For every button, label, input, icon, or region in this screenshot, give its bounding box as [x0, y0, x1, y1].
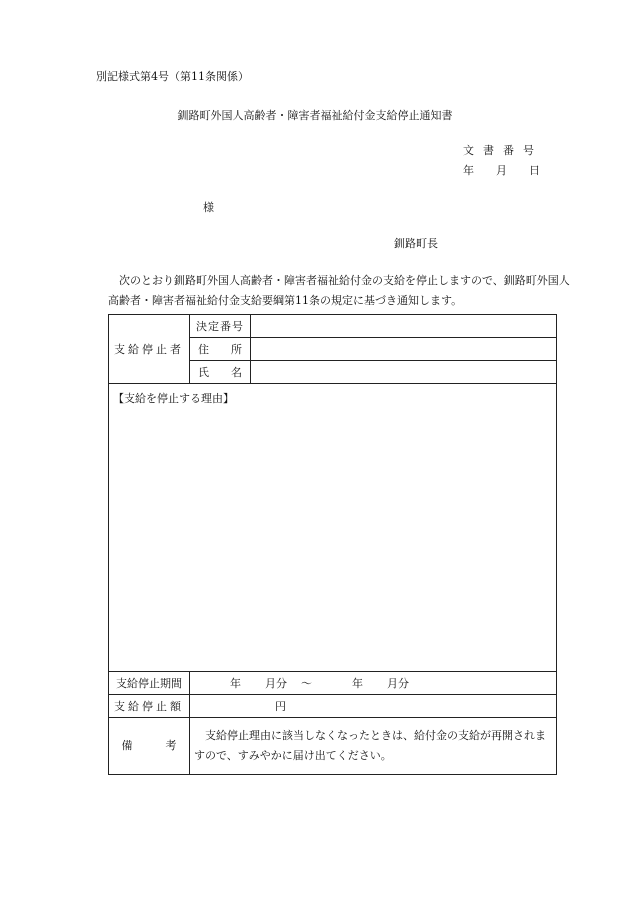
date-month: 月 [496, 164, 507, 177]
remarks-label: 備 考 [109, 718, 190, 775]
decision-number-label: 決定番号 [190, 315, 251, 338]
amount-field[interactable] [190, 695, 557, 718]
period-month-end: 月分 [387, 677, 409, 690]
reason-field[interactable] [109, 384, 557, 672]
period-month-start: 月分 [265, 677, 287, 690]
date-day: 日 [529, 164, 540, 177]
notice-body-text: 次のとおり釧路町外国人高齢者・障害者福祉給付金の支給を停止しますので、釧路町外国人高齢者・障害者福祉給付金支給要綱第11条の規定に基づき通知します。 [108, 274, 570, 307]
period-tilde: ～ [301, 677, 312, 690]
stopped-person-label: 支給停止者 [109, 315, 190, 384]
address-label: 住 所 [190, 338, 251, 361]
document-date [463, 162, 540, 178]
issuer-name: 釧路町長 [394, 237, 438, 250]
address-field[interactable] [251, 338, 557, 361]
period-label: 支給停止期間 [109, 672, 190, 695]
period-year-start: 年 [230, 677, 241, 690]
notice-form-table [108, 314, 557, 775]
form-reference: 別記様式第4号（第11条関係） [96, 70, 249, 83]
period-field[interactable] [190, 672, 557, 695]
period-year-end: 年 [352, 677, 363, 690]
amount-label: 支給停止額 [109, 695, 190, 718]
date-year: 年 [463, 164, 474, 177]
name-field[interactable] [251, 361, 557, 384]
amount-unit: 円 [275, 700, 286, 713]
document-number-label: 文書番号 [463, 144, 543, 157]
decision-number-field[interactable] [251, 315, 557, 338]
document-title: 釧路町外国人高齢者・障害者福祉給付金支給停止通知書 [177, 109, 453, 122]
recipient-honorific: 様 [203, 201, 214, 214]
reason-label: 【支給を停止する理由】 [113, 392, 234, 405]
remarks-text: 支給停止理由に該当しなくなったときは、給付金の支給が再開されますので、すみやかに届け出てください。 [190, 718, 557, 775]
name-label: 氏 名 [190, 361, 251, 384]
